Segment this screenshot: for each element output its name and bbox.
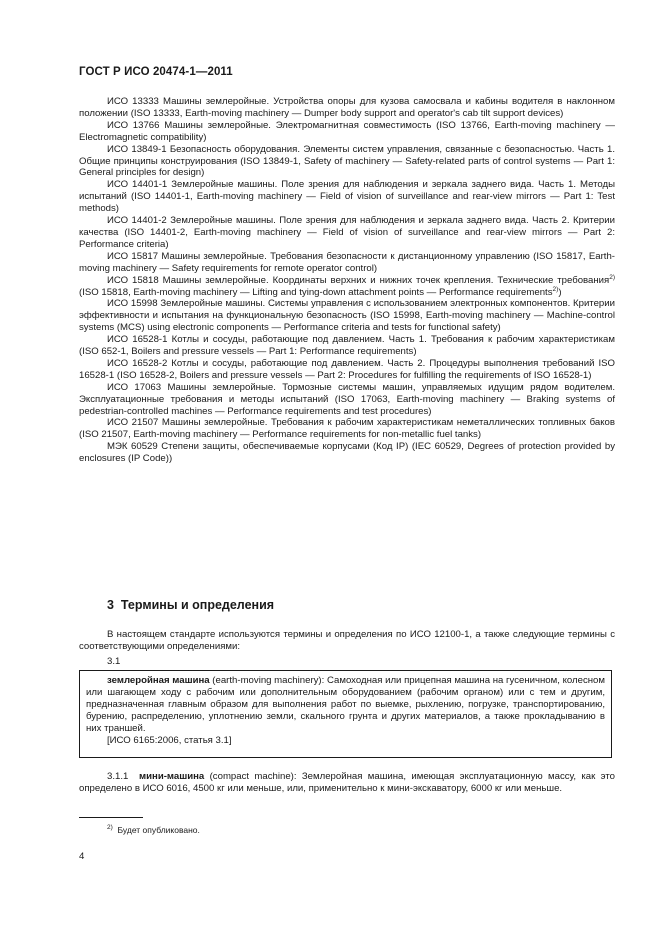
reference-item: ИСО 13333 Машины землеройные. Устройства опоры для кузова самосвала и кабины водителя в наклонном положении (ISO 13333, Earth-moving machinery — Dumper body support and operator's cab tilt support devices): [79, 96, 615, 119]
subterm-number: 3.1.1: [107, 771, 129, 782]
page-number: 4: [79, 851, 85, 862]
normative-references-list: [79, 96, 615, 465]
page-header: ГОСТ Р ИСО 20474-1—2011: [79, 66, 233, 78]
reference-item: ИСО 17063 Машины землеройные. Тормозные системы машин, управляемых идущим рядом водителем. Эксплуатационные требования и методы испытаний (ISO 17063, Earth-moving machinery — Braking systems of pedestrian-controlled machines — Performance requirements and test procedures): [79, 381, 615, 417]
term-definition: [86, 675, 605, 735]
footnote-separator: [79, 817, 143, 818]
reference-item: ИСО 14401-2 Землеройные машины. Поле зрения для наблюдения и зеркала заднего вида. Часть 2. Критерии качества (ISO 14401-2, Earth-moving machinery — Field of vision of surveillance and rear-view mirrors — Part 2: Performance criteria): [79, 215, 615, 250]
reference-15818-part1: ИСО 15818 Машины землеройные. Координаты верхних и нижних точек крепления. Технические требования: [107, 274, 610, 286]
reference-item: ИСО 14401-1 Землеройные машины. Поле зрения для наблюдения и зеркала заднего вида. Часть 1. Методы испытаний (ISO 14401-1, Earth-moving machinery — Field of vision of surveillance and rear-view mirrors — Part 1: Test methods): [79, 179, 615, 215]
subterm-definition: [79, 771, 615, 795]
term-number: 3.1: [107, 656, 121, 667]
reference-item: МЭК 60529 Степени защиты, обеспечиваемые корпусами (Код IP) (IEC 60529, Degrees of protection provided by enclosures (IP Code)): [79, 441, 615, 465]
footnote-marker: 2): [552, 285, 559, 293]
reference-item: ИСО 15817 Машины землеройные. Требования безопасности к дистанционному управлению (ISO 15817, Earth-moving machinery — Safety requirements for remote operator control): [79, 250, 615, 274]
reference-item: ИСО 13766 Машины землеройные. Электромагнитная совместимость (ISO 13766, Earth-moving machinery — Electromagnetic compatibility): [79, 119, 615, 143]
reference-item: ИСО 16528-1 Котлы и сосуды, работающие под давлением. Часть 1. Требования к рабочим характеристикам (ISO 652-1, Boilers and pressure vessels — Part 1: Performance requirements): [79, 334, 615, 358]
reference-15818-part3: ): [558, 286, 562, 298]
footnote-marker: 2): [609, 273, 615, 281]
subterm-name: мини-машина: [139, 771, 205, 782]
footnote-text: Будет опубликовано.: [117, 825, 200, 835]
section-title: Термины и определения: [120, 598, 275, 612]
reference-item: ИСО 21507 Машины землеройные. Требования к рабочим характеристикам неметаллических топливных баков (ISO 21507, Earth-moving machinery — Performance requirements for non-metallic fuel tanks): [79, 417, 615, 441]
term-name: землеройная машина: [107, 675, 210, 686]
reference-item-15818: [79, 275, 615, 299]
term-definition-text: (earth-moving machinery): Самоходная или прицепная машина на гусеничном, колесном или шагающем ходу с рабочим или дополнительным оборудованием (рабочим органом) или с тем и другим, предназначенная главным образом для выполнения работ по выемке, рыхлению, погрузке, транспортированию, бурению, распределению, уплотнению земли, скального грунта и других материалов, а также прокладыванию в них траншей.: [86, 675, 605, 734]
section-intro: В настоящем стандарте используются термины и определения по ИСО 12100-1, а также следующие термины с соответствующими определениями:: [79, 629, 615, 652]
reference-15818-part2: (ISO 15818, Earth-moving machinery — Lifting and tying-down attachment points — Performance requirements: [79, 286, 553, 298]
subterm-definition-text: (compact machine): Землеройная машина, имеющая эксплуатационную массу, как это определено в ИСО 6016, 4500 кг или меньше, или, применительно к мини-экскаватору, 6000 кг или меньше.: [79, 771, 615, 794]
footnote: [107, 825, 200, 835]
reference-item: ИСО 16528-2 Котлы и сосуды, работающие под давлением. Часть 2. Процедуры выполнения требований ISO 16528-1 (ISO 16528-2, Boilers and pressure vessels — Part 2: Procedures for fulfilling the requirements of ISO 16528-1): [79, 357, 615, 381]
section-heading: [107, 598, 274, 612]
term-source: [ИСО 6165:2006, статья 3.1]: [107, 734, 232, 746]
reference-item: ИСО 15998 Землеройные машины. Системы управления с использованием электронных компонентов. Критерии эффективности и испытания на функциональную безопасность (ISO 15998, Earth-moving machinery — Machine-control systems (MCS) using electronic components — Performance criteria and tests for functional safety): [79, 298, 615, 334]
section-number: 3: [107, 598, 114, 612]
reference-item: ИСО 13849-1 Безопасность оборудования. Элементы систем управления, связанные с безопасностью. Часть 1. Общие принципы конструирования (ISO 13849-1, Safety of machinery — Safety-related parts of control systems — Part 1: General principles for design): [79, 143, 615, 179]
footnote-mark: 2): [107, 824, 113, 832]
term-definition-box: [79, 670, 612, 758]
